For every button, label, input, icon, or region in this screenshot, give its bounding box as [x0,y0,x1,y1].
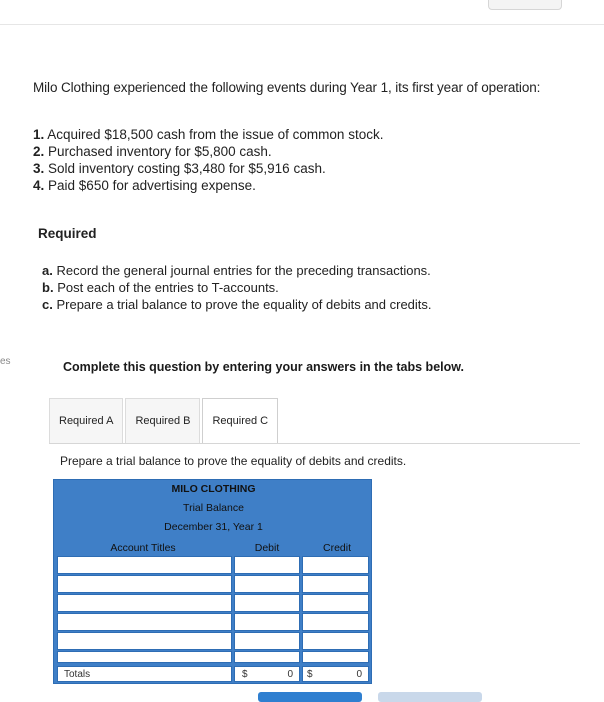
tab-divider [49,443,580,444]
event-item: 4. Paid $650 for advertising expense. [33,178,256,193]
account-title-input[interactable] [57,575,232,593]
debit-input[interactable] [234,632,300,650]
account-title-input[interactable] [57,613,232,631]
top-button[interactable] [488,0,562,10]
trial-balance-table [53,479,372,684]
previous-button[interactable] [258,692,362,702]
tab-bar [49,398,280,444]
column-credit: Credit [322,542,351,554]
debit-input[interactable] [234,556,300,574]
debit-input[interactable] [234,613,300,631]
debit-input[interactable] [234,575,300,593]
account-title-input[interactable] [57,632,232,650]
debit-total-cell [234,666,300,682]
divider [0,24,604,25]
column-account-titles: Account Titles [110,542,176,554]
required-heading: Required [38,226,97,241]
instruction-text: Complete this question by entering your answers in the tabs below. [63,360,464,374]
tab-required-c[interactable]: Required C [202,398,278,443]
events-list [33,126,383,194]
required-item: a. Record the general journal entries for the preceding transactions. [42,263,431,278]
tab-prompt: Prepare a trial balance to prove the equality of debits and credits. [60,454,407,468]
required-item: c. Prepare a trial balance to prove the equality of debits and credits. [42,297,432,312]
credit-total-symbol: $ [307,669,313,680]
credit-input[interactable] [302,594,369,612]
required-list [42,262,432,313]
next-button[interactable] [378,692,482,702]
credit-input[interactable] [302,613,369,631]
account-title-input[interactable] [57,556,232,574]
debit-total-value: 0 [287,669,293,680]
tab-required-b[interactable]: Required B [125,398,200,443]
tab-required-a[interactable]: Required A [49,398,123,443]
credit-input[interactable] [302,632,369,650]
required-item: b. Post each of the entries to T-accounts. [42,280,279,295]
event-item: 1. Acquired $18,500 cash from the issue of common stock. [33,127,384,142]
question-intro: Milo Clothing experienced the following events during Year 1, its first year of operation: [33,80,541,95]
credit-total-cell [302,666,369,682]
statement-title: Trial Balance [183,502,244,514]
debit-total-symbol: $ [242,669,248,680]
event-item: 2. Purchased inventory for $5,800 cash. [33,144,272,159]
credit-input[interactable] [302,556,369,574]
totals-label: Totals [57,666,232,682]
debit-input[interactable] [234,594,300,612]
debit-input[interactable] [234,651,300,663]
company-name: MILO CLOTHING [171,483,256,495]
column-debit: Debit [254,542,280,554]
credit-total-value: 0 [356,669,362,680]
credit-input[interactable] [302,575,369,593]
credit-input[interactable] [302,651,369,663]
account-title-input[interactable] [57,594,232,612]
statement-date: December 31, Year 1 [164,521,263,533]
edge-text-fragment: es [0,356,11,367]
account-title-input[interactable] [57,651,232,663]
event-item: 3. Sold inventory costing $3,480 for $5,916 cash. [33,161,326,176]
